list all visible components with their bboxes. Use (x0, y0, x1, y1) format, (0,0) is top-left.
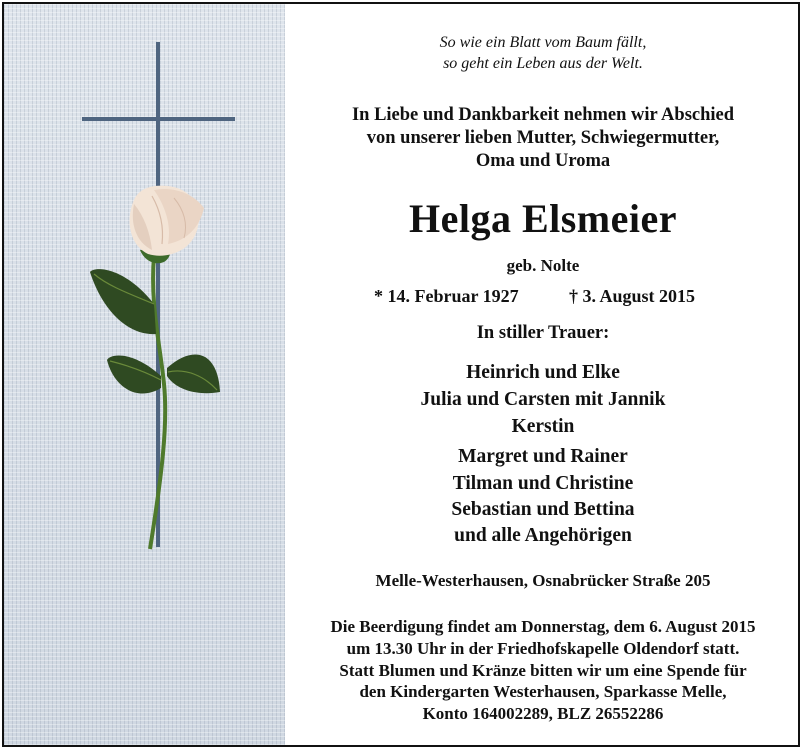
birth-date: * 14. Februar 1927 (374, 286, 519, 306)
cross-and-rose-illustration (4, 4, 285, 745)
funeral-line-1: Die Beerdigung findet am Donnerstag, dem 6. August 2015 (330, 617, 756, 636)
mourning-heading: In stiller Trauer: (476, 323, 610, 343)
notice-text (289, 4, 797, 745)
family-line: Tilman und Christine (452, 473, 634, 494)
family-line: Margret und Rainer (458, 446, 628, 467)
funeral-line-4: den Kindergarten Westerhausen, Sparkasse Melle, (359, 682, 727, 701)
family-line: Sebastian und Bettina (451, 499, 635, 520)
birth-name: geb. Nolte (506, 256, 580, 275)
death-date: † 3. August 2015 (569, 286, 696, 306)
motto-line-2: so geht ein Leben aus der Welt. (443, 55, 643, 72)
family-line: Kerstin (511, 416, 575, 437)
funeral-line-2: um 13.30 Uhr in der Friedhofskapelle Oldendorf statt. (346, 639, 740, 658)
motto-line-1: So wie ein Blatt vom Baum fällt, (439, 34, 647, 51)
intro-line-3: Oma und Uroma (475, 151, 611, 171)
obituary-notice (2, 2, 800, 747)
intro-line-1: In Liebe und Dankbarkeit nehmen wir Abschied (351, 105, 735, 125)
intro-line-2: von unserer lieben Mutter, Schwiegermutter, (366, 128, 720, 148)
rose-icon (90, 186, 220, 549)
address: Melle-Westerhausen, Osnabrücker Straße 205 (375, 571, 711, 590)
family-line: Julia und Carsten mit Jannik (420, 389, 666, 410)
life-dates (289, 286, 797, 310)
family-line: Heinrich und Elke (466, 362, 620, 383)
deceased-name: Helga Elsmeier (408, 196, 678, 241)
funeral-line-5: Konto 164002289, BLZ 26552286 (422, 704, 664, 723)
decorative-panel (4, 4, 285, 745)
funeral-line-3: Statt Blumen und Kränze bitten wir um eine Spende für (339, 661, 747, 680)
family-line: und alle Angehörigen (454, 525, 632, 546)
